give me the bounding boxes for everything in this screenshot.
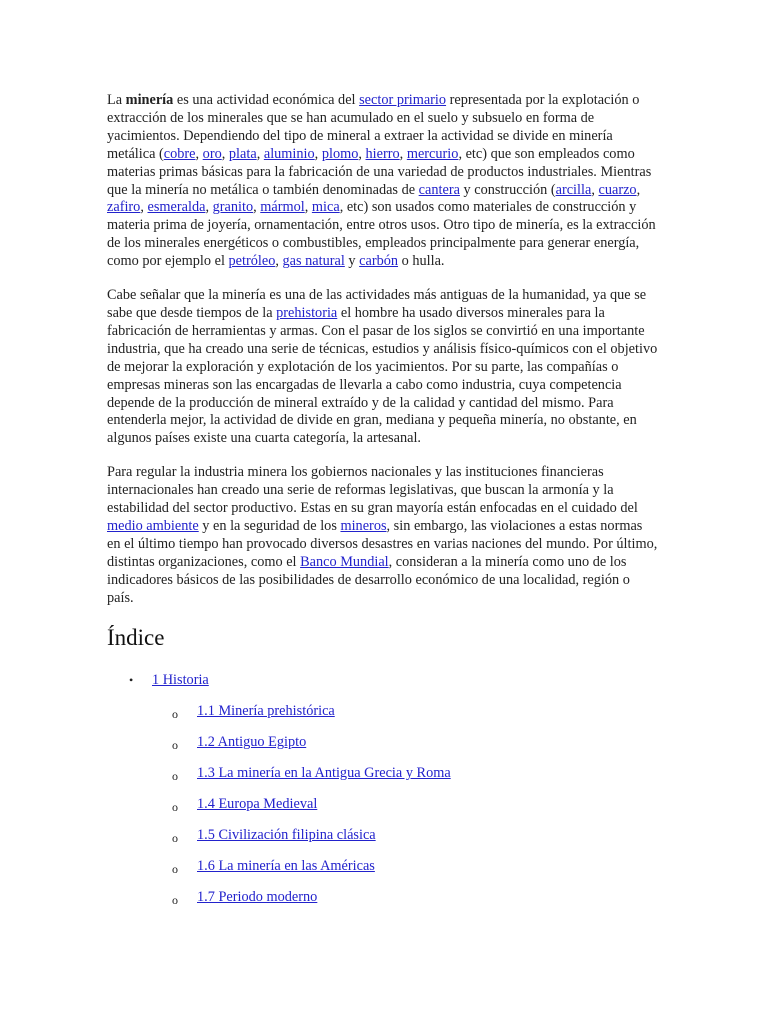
bullet-icon: • [129,673,134,688]
link-marmol[interactable]: mármol [260,199,305,216]
toc-subitem [152,888,659,906]
link-sector-primario[interactable]: sector primario [359,92,447,108]
link-esmeralda[interactable]: esmeralda [147,199,206,216]
link-petroleo[interactable]: petróleo [228,253,276,270]
table-of-contents [107,671,659,906]
link-medio-ambiente[interactable]: medio ambiente [107,517,199,534]
circle-bullet-icon: o [172,862,178,877]
link-plomo[interactable]: plomo [321,145,359,162]
link-banco-mundial[interactable]: Banco Mundial [300,553,389,570]
text-span: el hombre ha usado diversos minerales para la fabricación de herramientas y armas. Con el pasar de los siglos se convirtió en una importante industria, que ha creado una serie de técnicas, estudios y análisis físico-químicos con el objetivo de mejorar la exploración y explotación de los yacimientos. Por su parte, las compañías o empresas mineras son las encargadas de llevarla a cabo como industria, cuya competencia depende de la producción de mineral extraído y de la calidad y cantidad del mismo. Para entenderla mejor, la actividad de divide en gran, mediana y pequeña minería, no obstante, en algunos países existe una cuarta categoría, la artesanal. [107,304,658,447]
link-mercurio[interactable]: mercurio [406,145,459,162]
toc-link-grecia-roma[interactable]: 1.3 La minería en la Antigua Grecia y Roma [197,765,451,782]
text-span: , [221,145,229,162]
text-span: , [140,199,148,216]
text-span: , [636,181,641,198]
circle-bullet-icon: o [172,893,178,908]
paragraph-mining-regulation [107,464,659,607]
link-arcilla[interactable]: arcilla [555,181,592,198]
circle-bullet-icon: o [172,800,178,815]
toc-subitem [152,733,659,751]
text-span: , [205,199,213,216]
link-prehistoria[interactable]: prehistoria [276,304,338,321]
text-span: La [107,92,126,108]
link-oro[interactable]: oro [202,145,222,162]
link-gas-natural[interactable]: gas natural [282,253,345,270]
link-mineros[interactable]: mineros [340,517,387,534]
text-span: y [344,253,360,270]
text-span: , sin embargo, las violaciones a estas normas en el último tiempo han provocado diversos desastres en varias naciones del mundo. Por último, distintas organizaciones, como el [107,517,658,570]
link-cobre[interactable]: cobre [163,145,196,162]
toc-subitem [152,826,659,844]
text-span: o hulla. [398,253,445,270]
toc-subitem [152,857,659,875]
link-hierro[interactable]: hierro [365,145,400,162]
paragraph-mining-definition [107,92,659,271]
paragraph-mining-history [107,287,659,448]
text-span: , [399,145,407,162]
link-granito[interactable]: granito [212,199,254,216]
text-span: representada por la explotación o extracción de los minerales que se han acumulado en el suelo y subsuelo en forma de yacimientos. Dependiendo del tipo de mineral a extraer la actividad se divide en minería metálica ( [107,92,640,162]
text-span: Cabe señalar que la minería es una de las actividades más antiguas de la humanidad, ya que se sabe que desde tiempos de la [107,287,647,321]
text-span: , [304,199,312,216]
text-span: , etc) son usados como materiales de construcción y materia prima de joyería, ornamentación, entre otros usos. Otro tipo de minería, es la extracción de los minerales energéticos o combustibles, empleados principalmente para generar energía, como por ejemplo el [107,199,656,270]
link-cuarzo[interactable]: cuarzo [598,181,637,198]
toc-sublist-historia [152,702,659,906]
toc-link-historia[interactable]: 1 Historia [152,672,209,689]
toc-subitem [152,795,659,813]
link-zafiro[interactable]: zafiro [107,199,141,216]
index-heading: Índice [107,625,165,651]
link-aluminio[interactable]: aluminio [263,145,315,162]
text-span: y en la seguridad de los [198,517,341,534]
text-span: y construcción ( [459,181,556,198]
toc-link-mineria-prehistorica[interactable]: 1.1 Minería prehistórica [197,703,335,720]
text-span: , [195,145,203,162]
link-carbon[interactable]: carbón [359,253,399,270]
link-cantera[interactable]: cantera [418,181,460,198]
circle-bullet-icon: o [172,769,178,784]
text-span: es una actividad económica del [173,92,360,108]
text-span: , [314,145,322,162]
toc-link-civilizacion-filipina[interactable]: 1.5 Civilización filipina clásica [197,827,376,844]
toc-link-europa-medieval[interactable]: 1.4 Europa Medieval [197,796,318,813]
article-body [107,92,659,906]
text-span: , [253,199,261,216]
text-span: , [591,181,599,198]
text-span: , [275,253,283,270]
toc-subitem [152,702,659,720]
circle-bullet-icon: o [172,738,178,753]
toc-subitem [152,764,659,782]
text-span: , etc) que son empleados como materias primas básicas para la fabricación de una variedad de productos industriales. Mientras que la minería no metálica o también denominadas de [107,145,652,198]
bold-term-mineria: minería [125,92,174,108]
circle-bullet-icon: o [172,707,178,722]
toc-link-mineria-americas[interactable]: 1.6 La minería en las Américas [197,858,375,875]
text-span: , [256,145,264,162]
toc-link-antiguo-egipto[interactable]: 1.2 Antiguo Egipto [197,734,307,751]
toc-item-historia [107,671,659,906]
text-span: , consideran a la minería como uno de los indicadores básicos de las posibilidades de desarrollo económico de una localidad, región o país. [107,553,630,606]
link-mica[interactable]: mica [311,199,340,216]
link-plata[interactable]: plata [228,145,257,162]
text-span: , [358,145,366,162]
toc-link-periodo-moderno[interactable]: 1.7 Periodo moderno [197,889,318,906]
text-span: Para regular la industria minera los gobiernos nacionales y las instituciones financieras internacionales han creado una serie de reformas legislativas, que buscan la armonía y la estabilidad del sector productivo. Estas en su gran mayoría están enfocadas en el cuidado del [107,464,638,517]
circle-bullet-icon: o [172,831,178,846]
